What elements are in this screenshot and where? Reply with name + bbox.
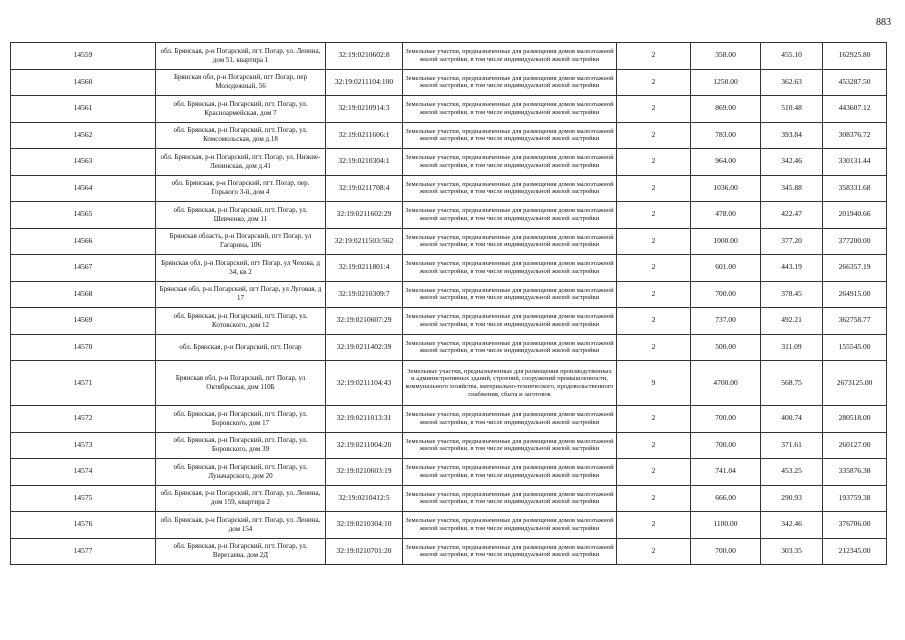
cadastral-number-cell: 32:19:0211503:562 [326, 228, 403, 255]
address-cell: Брянская обл, р-н Погарский, пгт Погар, пер Молодежный, 56 [156, 69, 326, 96]
table-row [11, 406, 887, 433]
table-row [11, 228, 887, 255]
group-code-cell: 2 [617, 308, 691, 335]
row-number-cell: 14564 [11, 175, 156, 202]
row-number-cell: 14571 [11, 361, 156, 406]
area-cell: 737.00 [691, 308, 761, 335]
area-cell: 1000.00 [691, 228, 761, 255]
land-use-cell: Земельные участки, предназначенные для размещения домов малоэтажной жилой застройки, в том числе индивидуальной жилой застройки [403, 459, 617, 486]
row-number-cell: 14577 [11, 538, 156, 565]
table-row [11, 202, 887, 229]
land-use-cell: Земельные участки, предназначенные для размещения домов малоэтажной жилой застройки, в том числе индивидуальной жилой застройки [403, 149, 617, 176]
specific-value-cell: 378.45 [761, 281, 823, 308]
address-cell: обл. Брянская, р-н Погарский, пгт. Погар, ул. Красноармейская, дом 7 [156, 96, 326, 123]
land-use-cell: Земельные участки, предназначенные для размещения домов малоэтажной жилой застройки, в том числе индивидуальной жилой застройки [403, 334, 617, 361]
cadastral-value-cell: 377200.00 [823, 228, 887, 255]
cadastral-number-cell: 32:19:0210603:19 [326, 459, 403, 486]
address-cell: обл. Брянская, р-н Погарский, пгт. Погар [156, 334, 326, 361]
row-number-cell: 14567 [11, 255, 156, 282]
land-use-cell: Земельные участки, предназначенные для размещения домов малоэтажной жилой застройки, в том числе индивидуальной жилой застройки [403, 202, 617, 229]
land-use-cell: Земельные участки, предназначенные для размещения домов малоэтажной жилой застройки, в том числе индивидуальной жилой застройки [403, 69, 617, 96]
table-row [11, 308, 887, 335]
cadastral-value-cell: 2673125.00 [823, 361, 887, 406]
land-use-cell: Земельные участки, предназначенные для размещения домов малоэтажной жилой застройки, в том числе индивидуальной жилой застройки [403, 308, 617, 335]
specific-value-cell: 492.21 [761, 308, 823, 335]
specific-value-cell: 393.84 [761, 122, 823, 149]
row-number-cell: 14575 [11, 485, 156, 512]
land-use-cell: Земельные участки, предназначенные для размещения домов малоэтажной жилой застройки, в том числе индивидуальной жилой застройки [403, 281, 617, 308]
address-cell: обл. Брянская, р-н Погарский, пгт. Погар, ул. Боровского, дом 17 [156, 406, 326, 433]
registry-body [11, 43, 887, 565]
row-number-cell: 14561 [11, 96, 156, 123]
cadastral-number-cell: 32:19:0211606:1 [326, 122, 403, 149]
cadastral-value-cell: 266357.19 [823, 255, 887, 282]
land-use-cell: Земельные участки, предназначенные для размещения домов малоэтажной жилой застройки, в том числе индивидуальной жилой застройки [403, 406, 617, 433]
table-row [11, 255, 887, 282]
address-cell: обл. Брянская, р-н Погарский, пгт. Погар, ул. Луначарского, дом 20 [156, 459, 326, 486]
cadastral-value-cell: 335876.38 [823, 459, 887, 486]
cadastral-number-cell: 32:19:0211708:4 [326, 175, 403, 202]
area-cell: 500.00 [691, 334, 761, 361]
group-code-cell: 2 [617, 334, 691, 361]
group-code-cell: 2 [617, 43, 691, 70]
group-code-cell: 2 [617, 96, 691, 123]
table-row [11, 485, 887, 512]
table-row [11, 334, 887, 361]
address-cell: обл. Брянская, р-н Погарский, пгт. Погар, ул. Вересаева, дом 2Д [156, 538, 326, 565]
cadastral-number-cell: 32:19:0210914:3 [326, 96, 403, 123]
row-number-cell: 14562 [11, 122, 156, 149]
page-number: 883 [876, 17, 891, 28]
cadastral-number-cell: 32:19:0211104:43 [326, 361, 403, 406]
cadastral-value-cell: 193759.38 [823, 485, 887, 512]
group-code-cell: 2 [617, 69, 691, 96]
group-code-cell: 2 [617, 512, 691, 539]
address-cell: Брянская обл, р-н Погарский, пгт Погар, ул Октябрьская, дом 110Б [156, 361, 326, 406]
cadastral-number-cell: 32:19:0210304:1 [326, 149, 403, 176]
cadastral-number-cell: 32:19:0210602:8 [326, 43, 403, 70]
row-number-cell: 14559 [11, 43, 156, 70]
row-number-cell: 14570 [11, 334, 156, 361]
specific-value-cell: 371.61 [761, 432, 823, 459]
cadastral-number-cell: 32:19:0211402:39 [326, 334, 403, 361]
cadastral-value-cell: 453287.50 [823, 69, 887, 96]
table-row [11, 538, 887, 565]
group-code-cell: 2 [617, 281, 691, 308]
row-number-cell: 14563 [11, 149, 156, 176]
table-row [11, 122, 887, 149]
land-use-cell: Земельные участки, предназначенные для размещения домов малоэтажной жилой застройки, в том числе индивидуальной жилой застройки [403, 538, 617, 565]
area-cell: 601.00 [691, 255, 761, 282]
cadastral-number-cell: 32:19:0210309:7 [326, 281, 403, 308]
cadastral-value-cell: 330131.44 [823, 149, 887, 176]
specific-value-cell: 342.46 [761, 512, 823, 539]
specific-value-cell: 443.19 [761, 255, 823, 282]
area-cell: 700.00 [691, 281, 761, 308]
table-row [11, 361, 887, 406]
row-number-cell: 14569 [11, 308, 156, 335]
group-code-cell: 2 [617, 485, 691, 512]
group-code-cell: 2 [617, 122, 691, 149]
cadastral-value-cell: 443607.12 [823, 96, 887, 123]
row-number-cell: 14576 [11, 512, 156, 539]
row-number-cell: 14566 [11, 228, 156, 255]
cadastral-number-cell: 32:19:0210304:10 [326, 512, 403, 539]
area-cell: 869.00 [691, 96, 761, 123]
table-row [11, 281, 887, 308]
group-code-cell: 2 [617, 432, 691, 459]
table-row [11, 149, 887, 176]
group-code-cell: 2 [617, 255, 691, 282]
specific-value-cell: 400.74 [761, 406, 823, 433]
address-cell: обл. Брянская, р-н Погарский, пгт. Погар, ул. Низкие-Ленинская, дом д.41 [156, 149, 326, 176]
cadastral-value-cell: 358331.68 [823, 175, 887, 202]
land-use-cell: Земельные участки, предназначенные для размещения домов малоэтажной жилой застройки, в том числе индивидуальной жилой застройки [403, 43, 617, 70]
table-row [11, 512, 887, 539]
address-cell: обл. Брянская, р-н Погарский, пгт. Погар, ул. Боровского, дом 39 [156, 432, 326, 459]
address-cell: обл. Брянская, р-н Погарский, пгт. Погар, пер. Горького 3-й, дом 4 [156, 175, 326, 202]
row-number-cell: 14573 [11, 432, 156, 459]
address-cell: обл. Брянская, р-н Погарский, пгт. Погар, ул. Шевченко, дом 11 [156, 202, 326, 229]
area-cell: 1250.00 [691, 69, 761, 96]
area-cell: 1100.00 [691, 512, 761, 539]
area-cell: 700.00 [691, 538, 761, 565]
cadastral-number-cell: 32:19:0211602:29 [326, 202, 403, 229]
land-use-cell: Земельные участки, предназначенные для размещения домов малоэтажной жилой застройки, в том числе индивидуальной жилой застройки [403, 432, 617, 459]
specific-value-cell: 455.10 [761, 43, 823, 70]
group-code-cell: 9 [617, 361, 691, 406]
specific-value-cell: 377.20 [761, 228, 823, 255]
specific-value-cell: 362.63 [761, 69, 823, 96]
cadastral-value-cell: 201940.66 [823, 202, 887, 229]
land-use-cell: Земельные участки, предназначенные для размещения домов малоэтажной жилой застройки, в том числе индивидуальной жилой застройки [403, 485, 617, 512]
land-use-cell: Земельные участки, предназначенные для размещения домов малоэтажной жилой застройки, в том числе индивидуальной жилой застройки [403, 96, 617, 123]
address-cell: обл. Брянская, р-н Погарский, пгт. Погар, ул. Ленина, дом 159, квартира 2 [156, 485, 326, 512]
area-cell: 700.00 [691, 406, 761, 433]
address-cell: обл. Брянская, р-н Погарский, пгт. Погар, ул. Ленина, дом 154 [156, 512, 326, 539]
table-row [11, 96, 887, 123]
specific-value-cell: 303.35 [761, 538, 823, 565]
address-cell: Брянская обл, р-н Погарский, пгт Погар, ул Чехова, д 34, кв 2 [156, 255, 326, 282]
land-use-cell: Земельные участки, предназначенные для размещения домов малоэтажной жилой застройки, в том числе индивидуальной жилой застройки [403, 175, 617, 202]
address-cell: Брянская обл, р-н Погарский, пгт Погар, ул Луговая, д 17 [156, 281, 326, 308]
area-cell: 478.00 [691, 202, 761, 229]
row-number-cell: 14574 [11, 459, 156, 486]
land-use-cell: Земельные участки, предназначенные для размещения домов малоэтажной жилой застройки, в том числе индивидуальной жилой застройки [403, 122, 617, 149]
group-code-cell: 2 [617, 459, 691, 486]
specific-value-cell: 342.46 [761, 149, 823, 176]
table-row [11, 69, 887, 96]
group-code-cell: 2 [617, 149, 691, 176]
area-cell: 1036.00 [691, 175, 761, 202]
cadastral-value-cell: 155545.00 [823, 334, 887, 361]
specific-value-cell: 311.09 [761, 334, 823, 361]
row-number-cell: 14560 [11, 69, 156, 96]
cadastral-number-cell: 32:19:0211013:31 [326, 406, 403, 433]
specific-value-cell: 510.48 [761, 96, 823, 123]
group-code-cell: 2 [617, 175, 691, 202]
address-cell: обл. Брянская, р-н Погарский, пгт. Погар, ул. Комсомольская, дом д.18 [156, 122, 326, 149]
cadastral-number-cell: 32:19:0210607:29 [326, 308, 403, 335]
cadastral-value-cell: 362758.77 [823, 308, 887, 335]
area-cell: 700.00 [691, 432, 761, 459]
group-code-cell: 2 [617, 538, 691, 565]
specific-value-cell: 568.75 [761, 361, 823, 406]
address-cell: Брянская область, р-н Погарский, пгт Погар, ул Гагарина, 106 [156, 228, 326, 255]
land-use-cell: Земельные участки, предназначенные для размещения домов малоэтажной жилой застройки, в том числе индивидуальной жилой застройки [403, 512, 617, 539]
cadastral-number-cell: 32:19:0210701:20 [326, 538, 403, 565]
specific-value-cell: 345.88 [761, 175, 823, 202]
group-code-cell: 2 [617, 202, 691, 229]
address-cell: обл. Брянская, р-н Погарский, пгт. Погар, ул. Ленина, дом 51, квартира 1 [156, 43, 326, 70]
table-row [11, 43, 887, 70]
land-use-cell: Земельные участки, предназначенные для размещения домов малоэтажной жилой застройки, в том числе индивидуальной жилой застройки [403, 228, 617, 255]
cadastral-value-cell: 264915.00 [823, 281, 887, 308]
group-code-cell: 2 [617, 406, 691, 433]
table-row [11, 432, 887, 459]
area-cell: 358.00 [691, 43, 761, 70]
area-cell: 964.00 [691, 149, 761, 176]
area-cell: 741.04 [691, 459, 761, 486]
row-number-cell: 14572 [11, 406, 156, 433]
row-number-cell: 14568 [11, 281, 156, 308]
cadastral-value-cell: 212345.00 [823, 538, 887, 565]
cadastral-number-cell: 32:19:0210412:5 [326, 485, 403, 512]
area-cell: 4700.00 [691, 361, 761, 406]
cadastral-number-cell: 32:19:0211801:4 [326, 255, 403, 282]
cadastral-value-cell: 280518.00 [823, 406, 887, 433]
cadastral-number-cell: 32:19:0211004:20 [326, 432, 403, 459]
registry-table [10, 42, 887, 565]
row-number-cell: 14565 [11, 202, 156, 229]
specific-value-cell: 422.47 [761, 202, 823, 229]
table-row [11, 459, 887, 486]
area-cell: 783.00 [691, 122, 761, 149]
group-code-cell: 2 [617, 228, 691, 255]
cadastral-value-cell: 308376.72 [823, 122, 887, 149]
cadastral-number-cell: 32:19:0211104:100 [326, 69, 403, 96]
specific-value-cell: 453.25 [761, 459, 823, 486]
cadastral-value-cell: 376706.00 [823, 512, 887, 539]
land-use-cell: Земельные участки, предназначенные для размещения производственных и административных зданий, строений, сооружений промышленности, коммунального хозяйства, материально-технического, продовольственного снабжения, сбыта и заготовок [403, 361, 617, 406]
table-row [11, 175, 887, 202]
area-cell: 666.00 [691, 485, 761, 512]
cadastral-value-cell: 260127.00 [823, 432, 887, 459]
address-cell: обл. Брянская, р-н Погарский, пгт. Погар, ул. Котовского, дом 12 [156, 308, 326, 335]
specific-value-cell: 290.93 [761, 485, 823, 512]
land-use-cell: Земельные участки, предназначенные для размещения домов малоэтажной жилой застройки, в том числе индивидуальной жилой застройки [403, 255, 617, 282]
cadastral-value-cell: 162925.80 [823, 43, 887, 70]
